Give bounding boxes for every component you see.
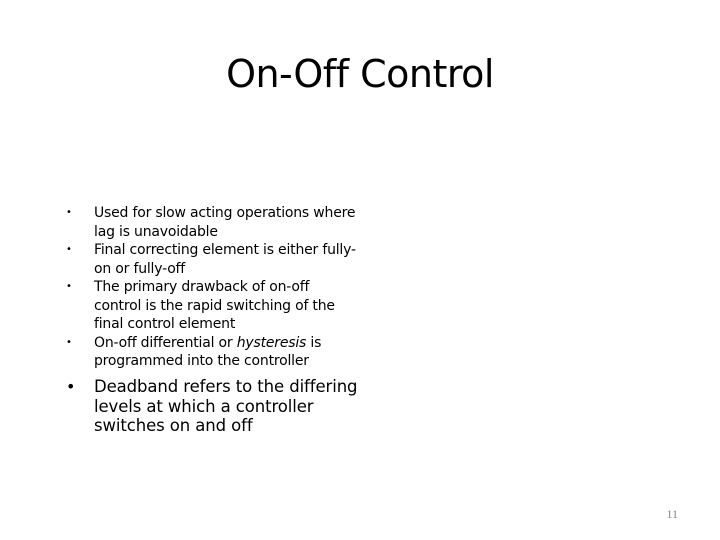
list-item-text [94, 335, 321, 370]
list-item [60, 278, 360, 334]
list-item-text: The primary drawback of on-off control is the rapid switching of the final control element [94, 279, 335, 332]
emphasis-text: hysteresis [236, 334, 307, 351]
bullet-icon: • [66, 207, 72, 218]
bullet-icon: • [66, 281, 72, 292]
list-item [60, 241, 360, 278]
list-item-text: Used for slow acting operations where lag is unavoidable [94, 205, 356, 240]
bullet-icon: • [66, 244, 72, 255]
bullet-icon: • [66, 336, 72, 348]
list-item [60, 204, 360, 241]
bullet-icon: • [66, 377, 76, 396]
text-segment: is programmed into the controller [94, 334, 322, 369]
main-bullet [60, 377, 380, 436]
slide-title: On-Off Control [226, 52, 494, 96]
page-number: 11 [666, 507, 678, 521]
main-bullet-text: Deadband refers to the differing levels at which a controller switches on and off [94, 377, 358, 435]
sub-bullet-list [60, 204, 360, 371]
list-item-text: Final correcting element is either fully-on or fully-off [94, 242, 356, 277]
list-item [60, 334, 360, 371]
text-segment: On-off differential or [94, 334, 237, 351]
